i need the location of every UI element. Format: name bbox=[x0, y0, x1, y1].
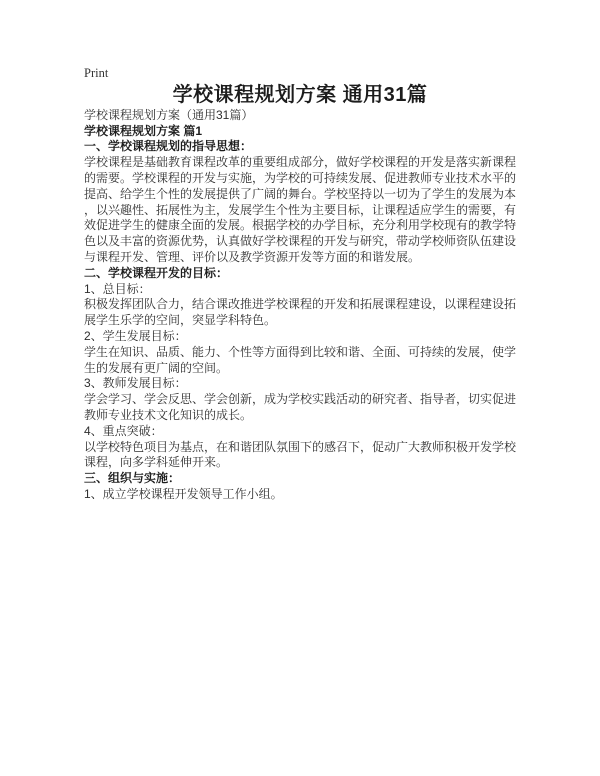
section-2-item-3-text: 学会学习、学会反思、学会创新，成为学校实践活动的研究者、指导者，切实促进教师专业技术文化知识的成长。 bbox=[84, 392, 517, 422]
document-subtitle: 学校课程规划方案（通用31篇） bbox=[84, 107, 254, 122]
article-heading: 学校课程规划方案 篇1 bbox=[84, 123, 203, 138]
print-button[interactable]: Print bbox=[84, 66, 109, 80]
section-2-item-4-label: 4、重点突破： bbox=[84, 423, 163, 438]
section-3-item-1-label: 1、成立学校课程开发领导工作小组。 bbox=[84, 486, 283, 501]
section-2-item-1-label: 1、总目标： bbox=[84, 281, 151, 296]
section-heading-3: 三、组织与实施： bbox=[84, 471, 181, 486]
section-2-item-2-text: 学生在知识、品质、能力、个性等方面得到比较和谐、全面、可持续的发展，使学生的发展有更广阔的空间。 bbox=[84, 344, 517, 375]
section-1-paragraph: 学校课程是基础教育课程改革的重要组成部分，做好学校课程的开发是落实新课程的需要。学校课程的开发与实施，为学校的可持续发展、促进教师专业技术水平的提高、给学生个性的发展提供了广阔的舞台。学校坚持以一切为了学生的发展为本，以兴趣性、拓展性为主，发展学生个性为主要目标，让课程适应学生的需要，有效促进学生的健康全面的发展。根据学校的办学目标，充分利用学校现有的教学特色以及丰富的资源优势，认真做好学校课程的开发与研究，带动学校师资队伍建设与课程开发、管理、评价以及教学资源开发等方面的和谐发展。 bbox=[84, 155, 517, 264]
section-2-item-3-label: 3、教师发展目标： bbox=[84, 376, 187, 391]
section-heading-1: 一、学校课程规划的指导思想： bbox=[84, 139, 253, 154]
section-2-item-4-text: 以学校特色项目为基点，在和谐团队氛围下的感召下，促动广大教师积极开发学校课程，向多学科延伸开来。 bbox=[84, 439, 517, 470]
section-2-item-2-label: 2、学生发展目标： bbox=[84, 328, 187, 343]
section-2-item-1-text: 积极发挥团队合力，结合课改推进学校课程的开发和拓展课程建设，以课程建设拓展学生乐学的空间，突显学科特色。 bbox=[84, 297, 517, 328]
document-title: 学校课程规划方案 通用31篇 bbox=[172, 83, 428, 106]
section-heading-2: 二、学校课程开发的目标： bbox=[84, 265, 229, 280]
